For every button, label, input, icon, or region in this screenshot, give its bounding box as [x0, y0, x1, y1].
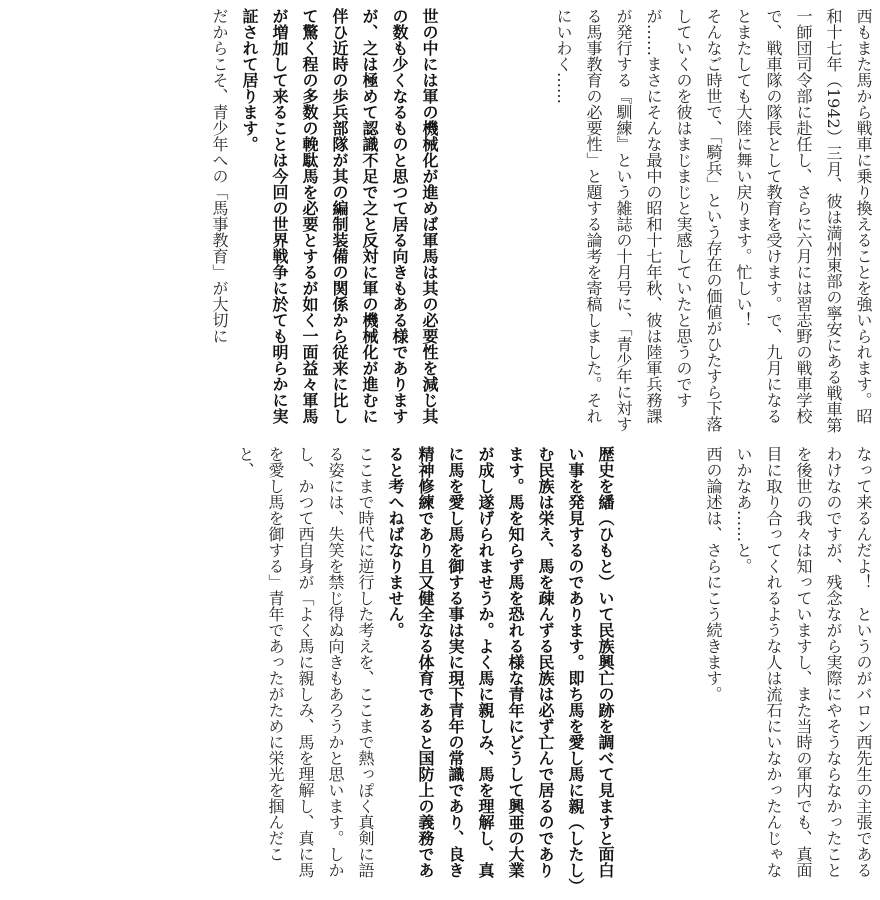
narrative-paragraph: 西もまた馬から戦車に乗り換えることを強いられます。昭和十七年（1942）三月、彼は満州東部の寧安にある戦車第一師団司令部に赴任し、さらに六月には習志野の戦車学校で、戦車隊の隊長として教育を受けます。で、九月になるとまたしても大陸に舞い戻ります。忙しい！ — [734, 8, 873, 433]
quoted-passage: 歴史を繙（ひもと）いて民族興亡の跡を調べて見ますと面白い事を発見するのであります。即ち馬を愛し馬に親（したし）む民族は栄え、馬を疎んずる民族は必ず亡んで居るのであります。馬を知らず馬を恐れる様な青年にどうして興亜の大業が成し遂げられませうか。よく馬に親しみ、馬を理解し、真に馬を愛し馬を御する事は実に現下青年の常識であり、良き精神修練であり且又健全なる体育であると国防上の義務であると考へねばなりません。 — [386, 446, 615, 886]
narrative-paragraph: 西の論述は、さらにこう続きます。 — [704, 446, 723, 702]
quoted-passage: 世の中には軍の機械化が進めば軍馬は其の必要性を減じ其の数も少くなるものと思つて居る向きもある様でありますが、之は極めて認識不足で之と反対に軍の機械化が進むに伴ひ近時の歩兵部隊が其の編制装備の関係から従来に比して驚く程の多数の輓駄馬を必要とするが如く一面益々軍馬が増加して来ることは今回の世界戦争に於ても明らかに実証されて居ります。 — [240, 8, 439, 424]
narrative-paragraph: なって来るんだよ！ というのがバロン西先生の主張であるわけなのですが、残念ながら実際にやそうならなかったことを後世の我々は知っていますし、また当時の軍内でも、真面目に取り合ってくれるような人は流石にいなかったんじゃないかなあ……と。 — [734, 446, 873, 878]
narrative-paragraph: ここまで時代に逆行した考えを、ここまで熱っぽく真剣に語る姿には、失笑を禁じ得ぬ向きもあろうかと思います。しかし、かつて西自身が「よく馬に親しみ、馬を理解し、真に馬を愛し馬を御する」青年であったがために栄光を掴んだこと、 — [236, 446, 375, 878]
narrative-paragraph: だからこそ、青少年への「馬事教育」が大切に — [210, 8, 229, 344]
narrative-paragraph: そんなご時世で、「騎兵」という存在の価値がひたすら下落していくのを彼はまじまじと実感していたと思うのですが……まさにそんな最中の昭和十七年秋、彼は陸軍兵務課が発行する『馴練』という雑誌の十月号に、「青少年に対する馬事教育の必要性」と題する論考を寄稿しました。それにいわく…… — [554, 8, 723, 432]
top-right-text-block — [448, 8, 878, 438]
bottom-right-text-block — [628, 446, 878, 892]
top-left-text-block — [4, 8, 444, 438]
bottom-left-text-block — [4, 446, 620, 892]
